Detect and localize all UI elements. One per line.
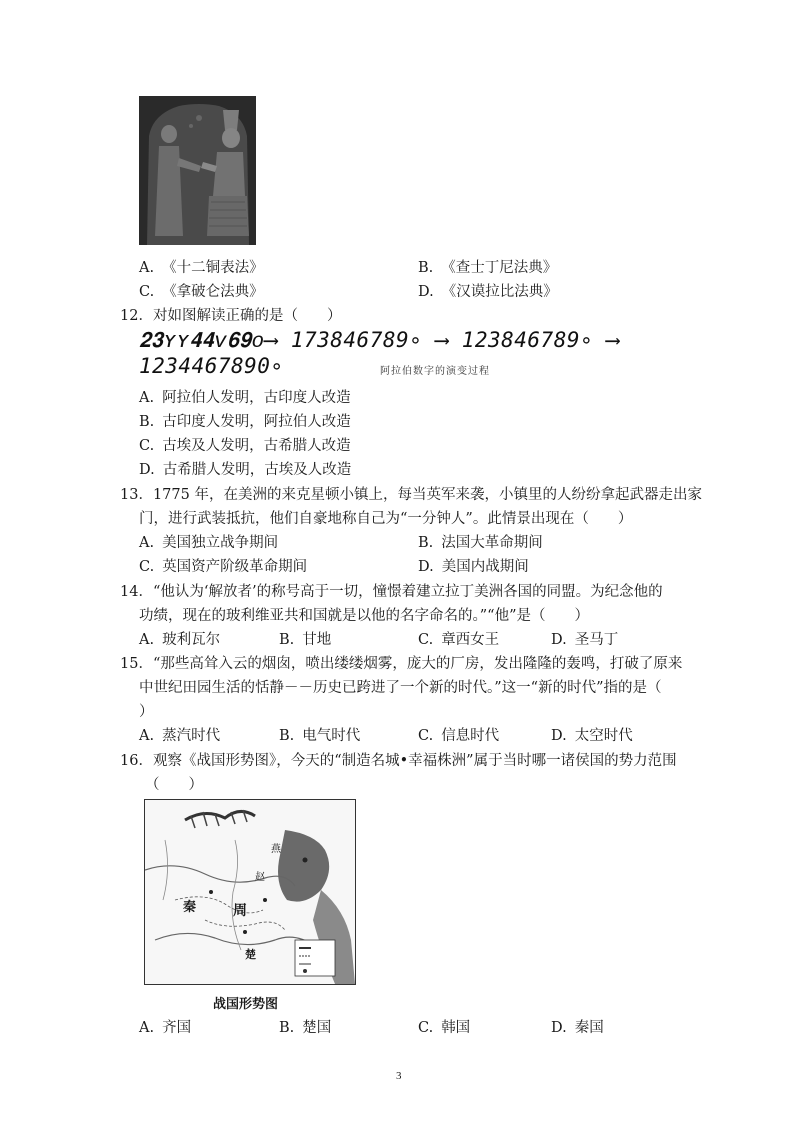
option-letter: A. xyxy=(139,632,155,648)
option-text: 《汉谟拉比法典》 xyxy=(441,284,558,300)
option-text: 《十二铜表法》 xyxy=(162,260,264,276)
option-letter: C. xyxy=(418,632,434,648)
q15-option-b xyxy=(279,724,360,745)
option-letter: A. xyxy=(139,260,155,276)
q14-option-a xyxy=(139,628,220,649)
map-label-yan: 燕 xyxy=(271,844,281,855)
q13-option-c xyxy=(139,555,307,576)
option-text: 古希腊人发明，古埃及人改造 xyxy=(162,462,352,478)
option-letter: A. xyxy=(139,1020,155,1036)
q12-option-a xyxy=(139,386,351,407)
option-text: 秦国 xyxy=(574,1020,604,1036)
option-text: 《查士丁尼法典》 xyxy=(441,260,558,276)
q14-stem-line2: 功绩，现在的玻利维亚共和国就是以他的名字命名的。”“他”是（ ） xyxy=(139,608,589,624)
q15-stem-line3: ） xyxy=(139,704,154,720)
option-text: 古埃及人发明，古希腊人改造 xyxy=(162,438,351,454)
q11-option-c xyxy=(139,280,264,301)
q16-option-c xyxy=(418,1016,470,1037)
q12-option-b xyxy=(139,410,351,431)
option-text: 玻利瓦尔 xyxy=(162,632,221,648)
option-text: 古印度人发明，阿拉伯人改造 xyxy=(162,414,351,430)
option-letter: D. xyxy=(551,728,567,744)
q13-option-a xyxy=(139,531,278,552)
option-letter: A. xyxy=(139,535,155,551)
q12-stem: 12．对如图解读正确的是（ ） xyxy=(120,308,342,324)
q16-option-b xyxy=(279,1016,331,1037)
option-text: 英国资产阶级革命期间 xyxy=(162,559,308,575)
q14-stem-line1: 14．“他认为‘解放者’的称号高于一切，憧憬着建立拉丁美洲各国的同盟。为纪念他的 xyxy=(120,584,663,600)
q14-option-b xyxy=(279,628,331,649)
option-text: 法国大革命期间 xyxy=(441,535,543,551)
option-text: 电气时代 xyxy=(302,728,361,744)
map-caption: 战国形势图 xyxy=(213,997,279,1012)
numerals-caption: 阿拉伯数字的演变过程 xyxy=(380,366,490,377)
option-text: 齐国 xyxy=(162,1020,192,1036)
option-letter: C. xyxy=(139,559,155,575)
q15-option-a xyxy=(139,724,220,745)
option-text: 阿拉伯人发明，古印度人改造 xyxy=(162,390,351,406)
option-text: 圣马丁 xyxy=(574,632,619,648)
q15-option-c xyxy=(418,724,499,745)
option-text: 太空时代 xyxy=(574,728,633,744)
warring-states-map xyxy=(144,799,356,985)
option-letter: B. xyxy=(279,728,295,744)
option-letter: C. xyxy=(139,284,155,300)
option-letter: D. xyxy=(418,284,434,300)
map-label-chu: 楚 xyxy=(245,948,256,961)
map-label-zhao: 赵 xyxy=(255,872,265,883)
option-text: 《拿破仑法典》 xyxy=(162,284,264,300)
option-text: 信息时代 xyxy=(441,728,500,744)
map-label-qin: 秦 xyxy=(183,900,197,915)
page-number: 3 xyxy=(396,1070,402,1082)
q16-option-a xyxy=(139,1016,191,1037)
q15-stem-line1: 15．“那些高耸入云的烟囱，喷出缕缕烟雾，庞大的厂房，发出隆隆的轰鸣，打破了原来 xyxy=(120,656,683,672)
q13-stem-line1: 13．1775 年，在美洲的来克星顿小镇上，每当英军来袭，小镇里的人纷纷拿起武器走出家 xyxy=(120,487,702,503)
q14-option-c xyxy=(418,628,499,649)
q12-option-d xyxy=(139,458,351,479)
q13-option-b xyxy=(418,531,543,552)
option-letter: D. xyxy=(418,559,434,575)
option-letter: B. xyxy=(418,260,434,276)
option-text: 美国独立战争期间 xyxy=(162,535,279,551)
option-letter: B. xyxy=(279,1020,295,1036)
option-letter: B. xyxy=(418,535,434,551)
option-letter: D. xyxy=(551,632,567,648)
option-letter: C. xyxy=(139,438,155,454)
option-letter: A. xyxy=(139,390,155,406)
q11-option-a xyxy=(139,256,264,277)
option-letter: D. xyxy=(139,462,155,478)
q15-option-d xyxy=(551,724,633,745)
option-letter: C. xyxy=(418,728,434,744)
option-text: 甘地 xyxy=(302,632,332,648)
q13-option-d xyxy=(418,555,529,576)
option-letter: B. xyxy=(139,414,155,430)
option-text: 蒸汽时代 xyxy=(162,728,221,744)
map-label-zhou: 周 xyxy=(233,903,247,919)
q11-option-d xyxy=(418,280,558,301)
option-text: 楚国 xyxy=(302,1020,332,1036)
q12-option-c xyxy=(139,434,351,455)
q14-option-d xyxy=(551,628,618,649)
option-letter: C. xyxy=(418,1020,434,1036)
q11-option-b xyxy=(418,256,557,277)
option-letter: B. xyxy=(279,632,295,648)
option-letter: A. xyxy=(139,728,155,744)
hammurabi-stele-image xyxy=(139,96,256,245)
option-text: 美国内战期间 xyxy=(441,559,529,575)
q16-option-d xyxy=(551,1016,604,1037)
arabic-numerals-evolution: 𝟐𝟑ʏʏ𝟒𝟒ᴠ𝟔𝟗ᴏ⟶ 173846789∘ ⟶ 123846789∘ ⟶ 1234467890∘ xyxy=(139,328,620,378)
q16-stem-line1: 16．观察《战国形势图》，今天的“制造名城•幸福株洲”属于当时哪一诸侯国的势力范围 xyxy=(120,753,677,769)
q15-stem-line2: 中世纪田园生活的恬静－－历史已跨进了一个新的时代。”这一“新的时代”指的是（ xyxy=(139,680,662,696)
option-letter: D. xyxy=(551,1020,567,1036)
q16-stem-line2: （ ） xyxy=(145,777,203,793)
q13-stem-line2: 门，进行武装抵抗，他们自豪地称自己为“一分钟人”。此情景出现在（ ） xyxy=(139,511,633,527)
stele-relief-icon xyxy=(139,96,256,245)
option-text: 韩国 xyxy=(441,1020,471,1036)
option-text: 章西女王 xyxy=(441,632,500,648)
